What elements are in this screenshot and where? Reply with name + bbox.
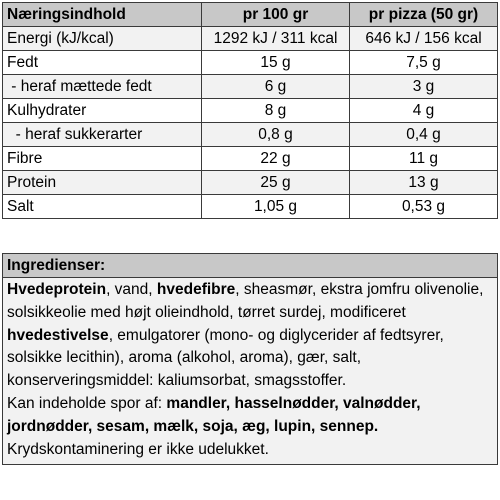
value-per-pizza: 0,53 g	[350, 195, 498, 219]
table-row	[3, 99, 498, 123]
nutrient-name: Fibre	[3, 147, 202, 171]
nutrient-name: Protein	[3, 171, 202, 195]
header-per-pizza: pr pizza (50 gr)	[350, 3, 498, 27]
value-per-100g: 22 g	[202, 147, 350, 171]
nutrient-name: Kulhydrater	[3, 99, 202, 123]
ingredients-box	[2, 253, 498, 465]
value-per-pizza: 4 g	[350, 99, 498, 123]
ingredients-text	[3, 278, 497, 464]
nutrient-name: - heraf mættede fedt	[3, 75, 202, 99]
value-per-pizza: 0,4 g	[350, 123, 498, 147]
value-per-pizza: 3 g	[350, 75, 498, 99]
value-per-100g: 1,05 g	[202, 195, 350, 219]
ingredient-segment: , emulgatorer (mono- og diglycerider af fedtsyrer, solsikke lecithin), aroma (alkohol, aroma), gær, salt, konserveringsmiddel: kaliumsorbat, smagsstoffer.	[7, 326, 444, 390]
nutrient-name: Energi (kJ/kcal)	[3, 27, 202, 51]
ingredient-segment: Krydskontaminering er ikke udelukket.	[7, 440, 269, 458]
ingredient-segment: , vand,	[106, 281, 157, 298]
table-row	[3, 123, 498, 147]
value-per-100g: 1292 kJ / 311 kcal	[202, 27, 350, 51]
table-row	[3, 195, 498, 219]
ingredient-bold-segment: hvedefibre	[156, 281, 236, 298]
value-per-100g: 0,8 g	[202, 123, 350, 147]
table-row	[3, 27, 498, 51]
value-per-100g: 25 g	[202, 171, 350, 195]
table-row	[3, 51, 498, 75]
ingredient-bold-segment: mandler, hasselnødder, valnødder, jordnødder, sesam, mælk, soja, æg, lupin, sennep.	[7, 394, 421, 435]
value-per-pizza: 7,5 g	[350, 51, 498, 75]
nutrition-header-row	[3, 3, 498, 27]
value-per-100g: 8 g	[202, 99, 350, 123]
header-nutrient: Næringsindhold	[3, 3, 202, 27]
value-per-pizza: 11 g	[350, 147, 498, 171]
value-per-100g: 15 g	[202, 51, 350, 75]
nutrient-name: - heraf sukkerarter	[3, 123, 202, 147]
table-row	[3, 147, 498, 171]
ingredients-title: Ingredienser:	[3, 254, 497, 278]
header-per-100g: pr 100 gr	[202, 3, 350, 27]
nutrition-table	[2, 2, 498, 219]
value-per-100g: 6 g	[202, 75, 350, 99]
ingredient-bold-segment: Hvedeprotein	[7, 281, 107, 298]
ingredient-bold-segment: hvedestivelse	[7, 326, 109, 344]
ingredient-segment: Kan indeholde spor af:	[7, 394, 167, 412]
ingredient-segment: , sheasmør, ekstra jomfru olivenolie, solsikkeolie med højt olieindhold, tørret surdej, modificeret	[7, 281, 484, 321]
nutrient-name: Fedt	[3, 51, 202, 75]
nutrient-name: Salt	[3, 195, 202, 219]
table-row	[3, 171, 498, 195]
value-per-pizza: 13 g	[350, 171, 498, 195]
value-per-pizza: 646 kJ / 156 kcal	[350, 27, 498, 51]
table-row	[3, 75, 498, 99]
